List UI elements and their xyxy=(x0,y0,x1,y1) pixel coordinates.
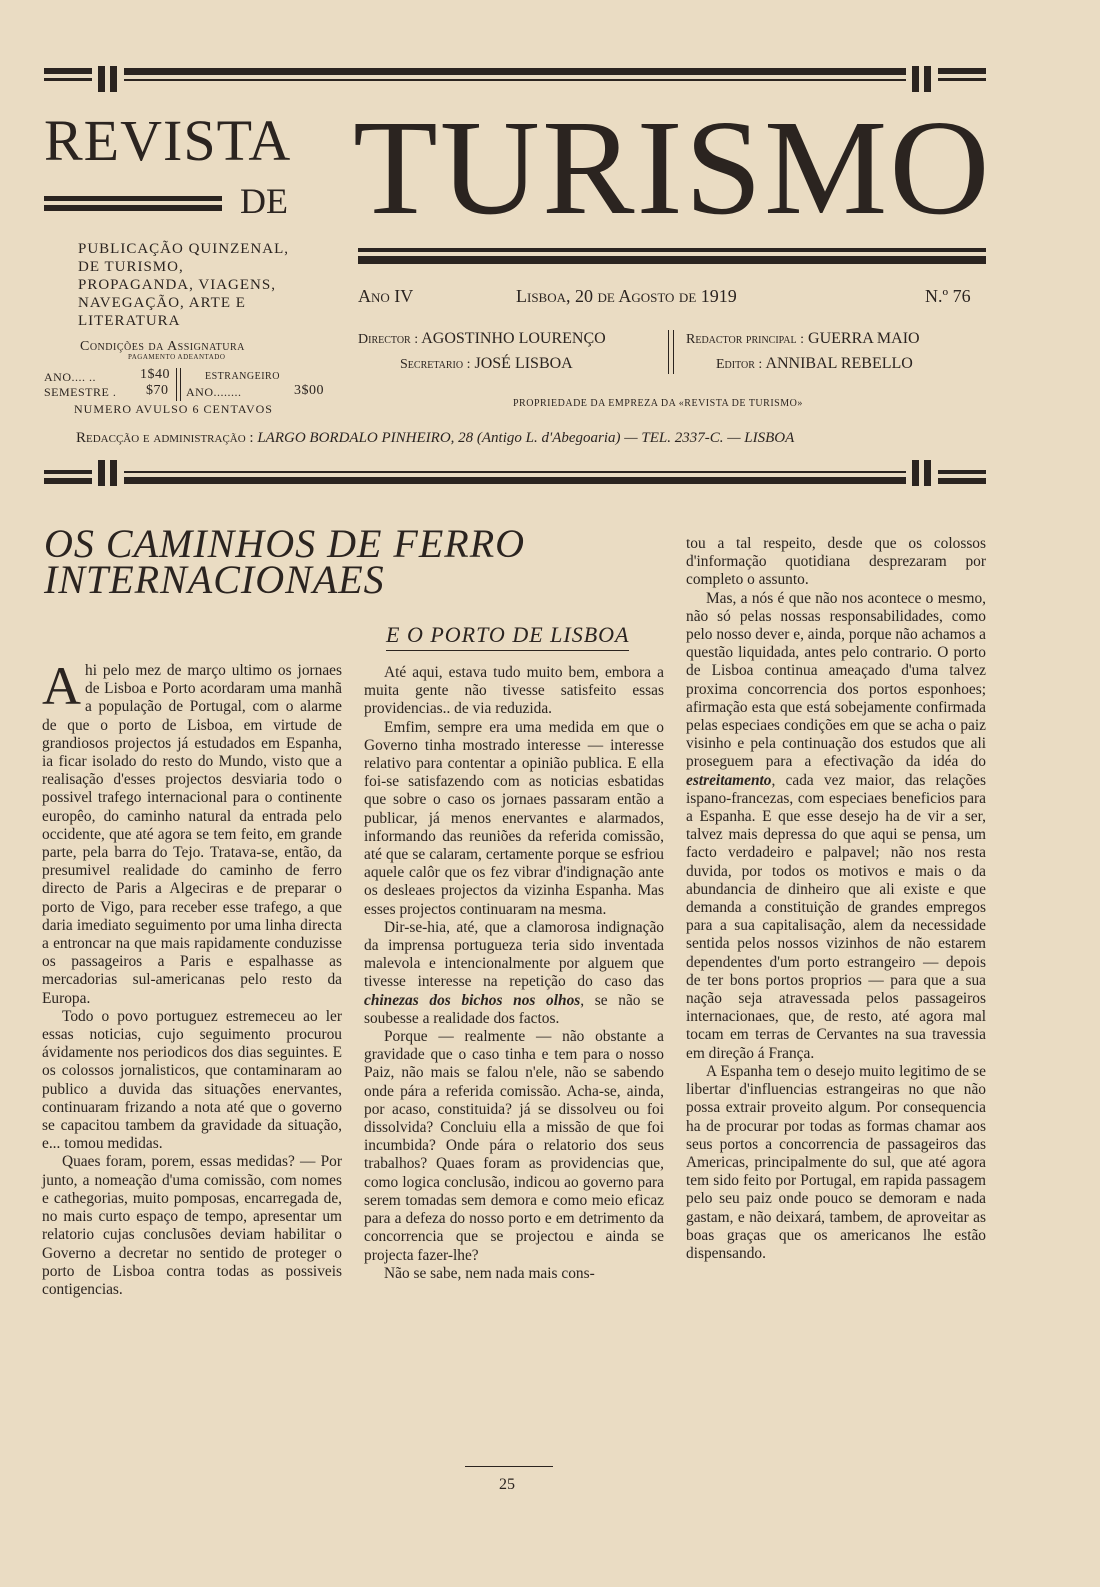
paragraph: Emfim, sempre era uma medida em que o Governo tinha mostrado interesse — interesse relativo para contentar a opinião publica. E ella foi-se satisfazendo com as noticias esbatidas que sobre o caso os jornaes passaram então a publicar, já menos enervantes e alarmados, informando das reuniões da referida comissão, até que se calaram, certamente porque se esfriou aquele calôr que os fez vibrar d'indignação ante os desleaes projectos da vizinha Espanha. Mas esses projectos continuaram na mesma. xyxy=(364,718,664,918)
article-column-1 xyxy=(42,656,342,1299)
emphasis: estreitamento xyxy=(686,771,772,789)
address-label: Redacção e administração : xyxy=(76,430,254,446)
director-line xyxy=(358,331,606,347)
paragraph: Mas, a nós é que não nos acontece o mesmo, não só pelas nossas responsabilidades, como pelo nosso dever e, ainda, porque não achamos a questão liquidada, antes pelo contrario. O porto de Lisboa continua ameaçado d'uma talvez proxima concorrencia dos portos esponhoes; afirmação esta que está sobejamente confirmada pelas especiaes condições em que se acha o paiz visinho e pela continuação dos estudos que ali proseguem para a efectivação da idéa do estreitamento, cada vez maior, das relações ispano-francezas, com especiaes beneficios para a Espanha. E que esse desejo ha de vir a ser, talvez mais depressa do que aqui se pensa, um facto verdadeiro e palpavel; não nos resta duvida, por todos os motivos e mais o da abundancia de dinheiro que ali existe e que demanda a constituição de grandes empregos para a sua capitalisação, alem da necessidade sentida pelos nossos vizinhos de não estarem dependentes d'um porto estrangeiro — depois de ter bons portos proprios — para que a sua nação seja atravessada pelos passageiros internacionaes, que, de resto, até agora mal tocam em terras de Cervantes na sua travessia em direção á França. xyxy=(686,589,987,1062)
masthead-turismo: TURISMO xyxy=(353,93,992,243)
redactor-name: GUERRA MAIO xyxy=(808,330,920,347)
page-number: 25 xyxy=(499,1476,515,1493)
director-name: AGOSTINHO LOURENÇO xyxy=(421,330,606,347)
subscription-semestre-value: $70 xyxy=(146,383,169,398)
emphasis: chinezas dos bichos nos olhos xyxy=(364,991,581,1009)
address-value: LARGO BORDALO PINHEIRO, 28 (Antigo L. d'Abegoaria) — TEL. 2337-C. — LISBOA xyxy=(257,430,795,446)
paragraph: Porque — realmente — não obstante a gravidade que o caso tinha e tem para o nosso Paiz, não mais se falou n'ele, não se sabendo onde pára a referida comissão. Acha-se, ainda, por acaso, constituida? já se dissolveu ou foi dissolvida? Concluiu ella a missão de que foi incumbida? Onde pára o relatorio dos seus trabalhos? Quaes foram as providencias que, como logica conclusão, indicou ao governo para serem tomadas sem demora e como meio eficaz para a defeza do nosso porto e em detrimento da concorrencia que se projectou e ainda se projecta fazer-lhe? xyxy=(364,1028,664,1264)
masthead-revista: REVISTA xyxy=(44,108,292,173)
subscription-semestre-label: SEMESTRE . xyxy=(44,385,117,399)
subscription-subtitle: PAGAMENTO ADEANTADO xyxy=(128,353,226,361)
redactor-line xyxy=(686,331,920,347)
masthead-de-rule xyxy=(44,196,222,201)
subscription-ano-label: ANO.... .. xyxy=(44,370,96,384)
editor-line xyxy=(716,356,913,372)
issue-year: Ano IV xyxy=(358,286,414,306)
title-underline xyxy=(358,248,986,252)
subscription-title: Condições da Assignatura xyxy=(80,339,245,354)
paragraph: A Espanha tem o desejo muito legitimo de se libertar d'influencias estrangeiras no que não possa extrair proveito algum. Por consequencia ha de procurar por todas as formas chamar aos seus portos a concorrencia de passageiros das Americas, principalmente do sul, que até agora tem sido feito por Portugal, em rapida passagem pelo seu paiz onde pouco se demoram e nada gastam, e não deixará, tambem, de aproveitar as boas graças que os americanos lhe estão dispensando. xyxy=(686,1062,986,1262)
editor-name: ANNIBAL REBELLO xyxy=(765,355,913,372)
article-title-line2: INTERNACIONAES xyxy=(44,557,385,602)
header-bottom-rule xyxy=(44,460,986,486)
staff-separator xyxy=(668,330,674,374)
secretario-name: JOSÉ LISBOA xyxy=(474,355,573,372)
secretario-line xyxy=(400,356,573,372)
subscription-estrangeiro-label: ESTRANGEIRO xyxy=(205,371,280,382)
header-top-rule xyxy=(44,66,986,92)
issue-number: N.º 76 xyxy=(925,286,971,306)
editor-label: Editor : xyxy=(716,357,763,372)
propriedade: PROPRIEDADE DA EMPREZA DA «REVISTA DE TURISMO» xyxy=(513,398,803,409)
paragraph: Não se sabe, nem nada mais cons- xyxy=(384,1264,595,1282)
masthead-de-rule-thin xyxy=(44,205,222,211)
director-label: Director : xyxy=(358,332,419,347)
paragraph: Até aqui, estava tudo muito bem, embora a muita gente não tivesse satisfeito essas providencias.. de via reduzida. xyxy=(364,664,664,718)
address-line xyxy=(76,430,794,447)
article-title-line1: OS CAMINHOS DE FERRO xyxy=(44,521,526,566)
article-title xyxy=(44,521,664,602)
article-subtitle: E O PORTO DE LISBOA xyxy=(386,622,629,651)
drop-cap: A xyxy=(42,656,81,716)
secretario-label: Secretario : xyxy=(400,357,471,372)
subscription-estrangeiro-ano-value: 3$00 xyxy=(294,383,324,398)
article-column-3 xyxy=(686,535,986,1263)
paragraph: Dir-se-hia, até, que a clamorosa indignação da imprensa portugueza teria sido inventada malevola e intencionalmente por alguem que tivesse interesse na repetição do caso das chinezas dos bichos nos olhos, se não se soubesse a realidade dos factos. xyxy=(364,918,664,1027)
subscription-estrangeiro-ano-label: ANO........ xyxy=(186,385,242,399)
subscription-avulso: NUMERO AVULSO 6 CENTAVOS xyxy=(74,402,273,416)
footer-rule xyxy=(465,1466,553,1467)
masthead-de: DE xyxy=(240,181,288,221)
issue-date: Lisboa, 20 de Agosto de 1919 xyxy=(516,286,737,306)
paragraph: tou a tal respeito, desde que os colossos d'informação quotidiana desprezaram por completo o assunto. xyxy=(686,535,986,589)
subscription-ano-value: 1$40 xyxy=(140,367,170,382)
paragraph: Todo o povo portuguez estremeceu ao ler essas noticias, cujo seguimento procurou ávidamente nos periodicos dos dias seguintes. E os colossos jornalisticos, que contaminaram ao publico a duvida das situações enervantes, continuaram frizando a nota até que o governo se capacitou tambem da gravidade da situação, e... tomou medidas. xyxy=(42,1007,342,1153)
paragraph: Quaes foram, porem, essas medidas? — Por junto, a nomeação d'uma comissão, com nomes e cathegorias, muito pomposas, encarregada de, no mais curto espaço de tempo, apresentar um relatorio cujas conclusões deviam habilitar o Governo a decretar no sentido de proteger o porto de Lisboa contra todas as possiveis contigencias. xyxy=(42,1153,342,1298)
redactor-label: Redactor principal : xyxy=(686,332,805,347)
publication-description: PUBLICAÇÃO QUINZENAL, DE TURISMO, PROPAGANDA, VIAGENS, NAVEGAÇÃO, ARTE E LITERATURA xyxy=(78,241,289,329)
title-underline-2 xyxy=(358,256,986,264)
subscription-separator xyxy=(176,368,181,401)
paragraph: Ahi pelo mez de março ultimo os jornaes de Lisboa e Porto acordaram uma manhã a população de Portugal, com o alarme de que o porto de Lisboa, em virtude de grandiosos projectos já estudados em Espanha, ia ficar isolado do resto do Mundo, visto que a realisação d'esses projectos desviaria todo o possivel trafego internacional para o continente europêo, do caminho natural da entrada pelo occidente, que até agora se tem feito, em grande parte, pela barra do Tejo. Tratava-se, então, da presumivel realidade do caminho de ferro directo de Paris a Algeciras e de preparar o porto de Vigo, para receber esse trafego, a que daria imediato seguimento por uma linha directa a entroncar na que mais rapidamente conduzisse os passageiros a Paris e espalhasse as mercadorias sul-americanas pelo resto da Europa. xyxy=(42,656,342,1007)
article-column-2 xyxy=(364,664,664,1283)
